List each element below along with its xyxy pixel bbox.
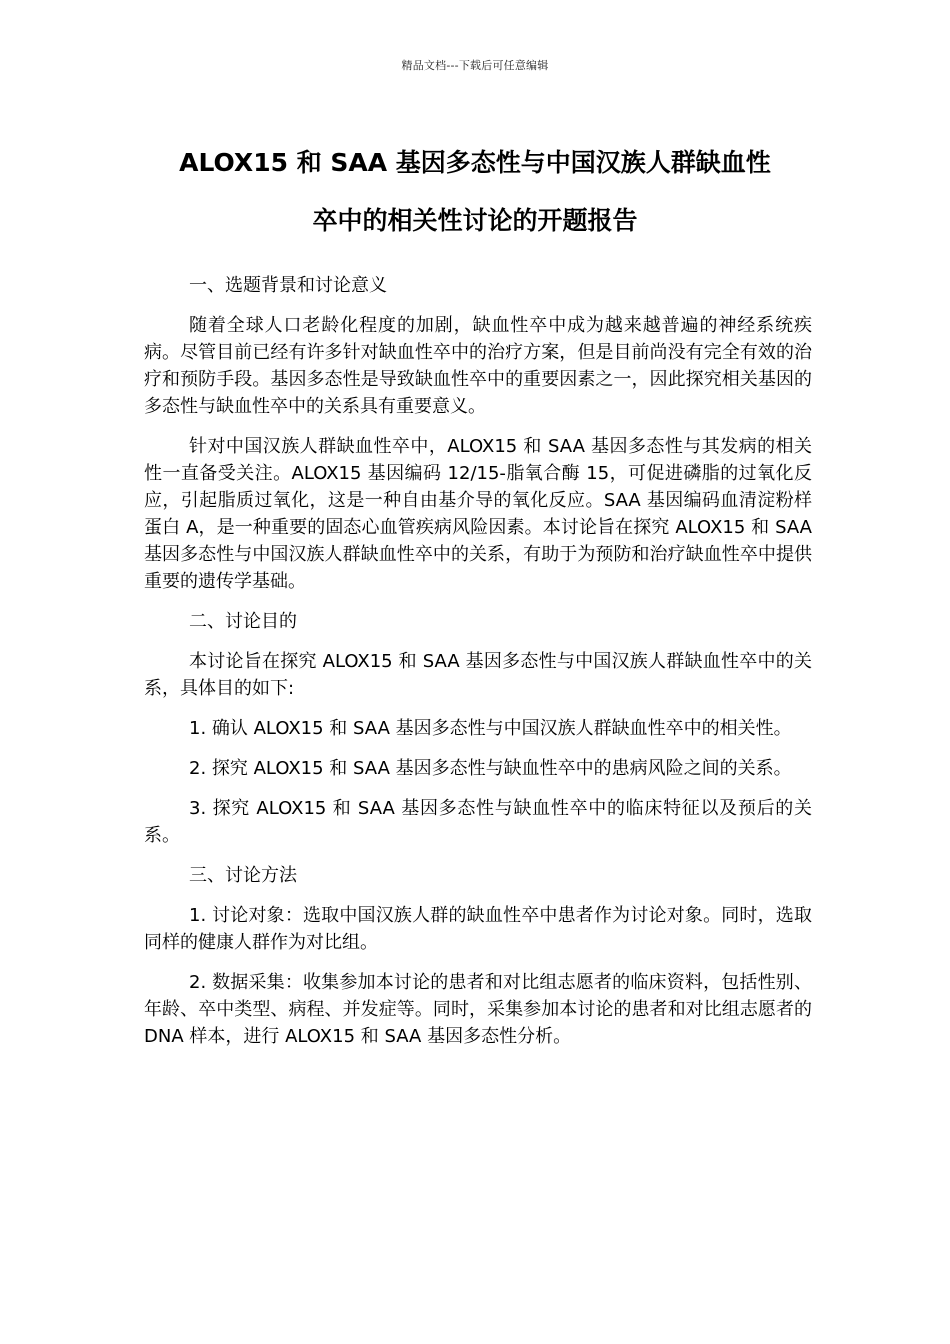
section-heading-background: 一、选题背景和讨论意义 [189,275,387,296]
paragraph: 随着全球人口老龄化程度的加剧，缺血性卒中成为越来越普遍的神经系统疾病。尽管目前已经有许多针对缺血性卒中的治疗方案，但是目前尚没有完全有效的治疗和预防手段。基因多态性是导致缺血性卒中的重要因素之一，因此探究相关基因的多态性与缺血性卒中的关系具有重要意义。 [144,315,812,417]
document-title [140,134,810,250]
title-line-2: 卒中的相关性讨论的开题报告 [312,206,638,235]
list-item: 2. 数据采集：收集参加本讨论的患者和对比组志愿者的临床资料，包括性别、年龄、卒中类型、病程、并发症等。同时，采集参加本讨论的患者和对比组志愿者的 DNA 样本，进行 ALOX15 和 SAA 基因多态性分析。 [144,972,812,1047]
paragraph: 针对中国汉族人群缺血性卒中，ALOX15 和 SAA 基因多态性与其发病的相关性一直备受关注。ALOX15 基因编码 12/15-脂氧合酶 15，可促进磷脂的过氧化反应，引起脂质过氧化，这是一种自由基介导的氧化反应。SAA 基因编码血清淀粉样蛋白 A，是一种重要的固态心血管疾病风险因素。本讨论旨在探究 ALOX15 和 SAA 基因多态性与中国汉族人群缺血性卒中的关系，有助于为预防和治疗缺血性卒中提供重要的遗传学基础。 [144,436,812,592]
page-header: 精品文档---下载后可任意编辑 [401,59,549,72]
document-body [144,272,812,1063]
list-item: 1. 讨论对象：选取中国汉族人群的缺血性卒中患者作为讨论对象。同时，选取同样的健康人群作为对比组。 [144,905,812,953]
list-item: 2. 探究 ALOX15 和 SAA 基因多态性与缺血性卒中的患病风险之间的关系。 [189,758,792,779]
section-heading-methods: 三、讨论方法 [189,865,297,886]
paragraph: 本讨论旨在探究 ALOX15 和 SAA 基因多态性与中国汉族人群缺血性卒中的关系，具体目的如下: [144,651,812,699]
title-line-1: ALOX15 和 SAA 基因多态性与中国汉族人群缺血性 [179,148,771,177]
list-item: 3. 探究 ALOX15 和 SAA 基因多态性与缺血性卒中的临床特征以及预后的关系。 [144,798,812,846]
section-heading-purpose: 二、讨论目的 [189,611,297,632]
list-item: 1. 确认 ALOX15 和 SAA 基因多态性与中国汉族人群缺血性卒中的相关性。 [189,718,792,739]
